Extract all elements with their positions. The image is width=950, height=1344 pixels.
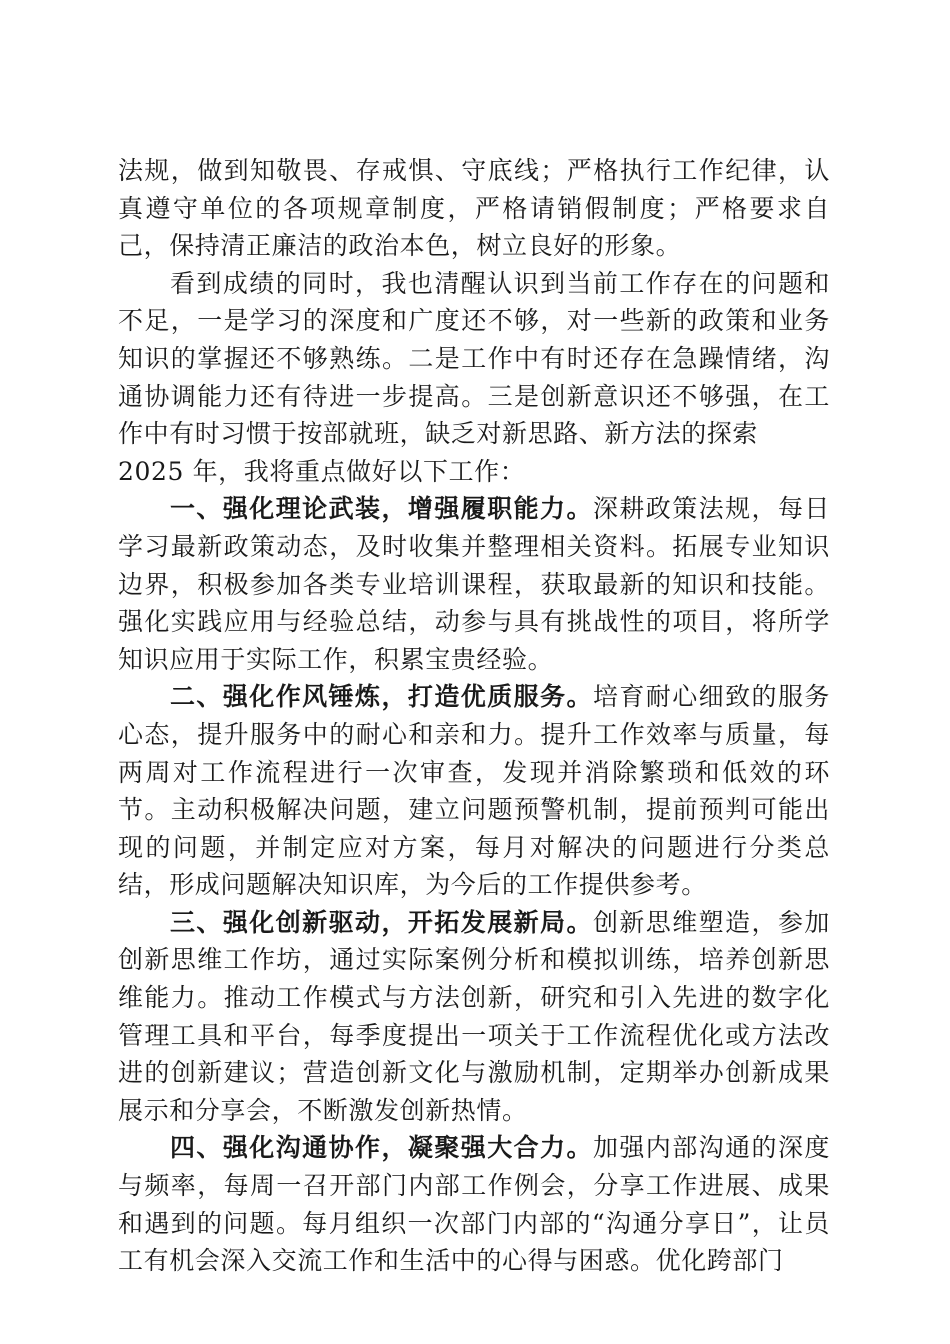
- paragraph-text: 创新思维塑造，参加创新思维工作坊，通过实际案例分析和模拟训练，培养创新思维能力。推动工作模式与方法创新，研究和引入先进的数字化管理工具和平台，每季度提出一项关于工作流程优化或方法改进的创新建议；营造创新文化与激励机制，定期举办创新成果展示和分享会，不断激发创新热情。: [118, 907, 830, 1125]
- paragraph-section-2: [118, 678, 830, 904]
- section-heading: 四、强化沟通协作，凝聚强大合力。: [170, 1133, 593, 1163]
- paragraph-text: 培育耐心细致的服务心态，提升服务中的耐心和亲和力。提升工作效率与质量，每两周对工作流程进行一次审查，发现并消除繁琐和低效的环节。主动积极解决问题，建立问题预警机制，提前预判可能出现的问题，并制定应对方案，每月对解决的问题进行分类总结，形成问题解决知识库，为今后的工作提供参考。: [118, 682, 830, 900]
- paragraph-plan-intro: [118, 453, 830, 491]
- paragraph-continuation: [118, 152, 830, 265]
- paragraph-text: 看到成绩的同时，我也清醒认识到当前工作存在的问题和不足，一是学习的深度和广度还不够，对一些新的政策和业务知识的掌握还不够熟练。二是工作中有时还存在急躁情绪，沟通协调能力还有待进一步提高。三是创新意识还不够强，在工作中有时习惯于按部就班，缺乏对新思路、新方法的探索: [118, 268, 830, 449]
- paragraph-text: 法规，做到知敬畏、存戒惧、守底线；严格执行工作纪律，认真遵守单位的各项规章制度，严格请销假制度；严格要求自己，保持清正廉洁的政治本色，树立良好的形象。: [118, 156, 830, 261]
- section-heading: 三、强化创新驱动，开拓发展新局。: [170, 907, 593, 937]
- document-page: [118, 152, 830, 1280]
- section-heading: 一、强化理论武装，增强履职能力。: [170, 494, 593, 524]
- section-heading: 二、强化作风锤炼，打造优质服务。: [170, 682, 593, 712]
- paragraph-text: 深耕政策法规，每日学习最新政策动态，及时收集并整理相关资料。拓展专业知识边界，积极参加各类专业培训课程，获取最新的知识和技能。强化实践应用与经验总结，动参与具有挑战性的项目，将所学知识应用于实际工作，积累宝贵经验。: [118, 494, 830, 674]
- paragraph-text: 加强内部沟通的深度与频率，每周一召开部门内部工作例会，分享工作进展、成果和遇到的问题。每月组织一次部门内部的“沟通分享日”，让员工有机会深入交流工作和生活中的心得与困惑。优化跨部门: [118, 1133, 830, 1276]
- paragraph-section-4: [118, 1129, 830, 1279]
- paragraph-section-1: [118, 490, 830, 678]
- paragraph-text: 2025 年，我将重点做好以下工作：: [118, 456, 526, 486]
- paragraph-problems: [118, 265, 830, 453]
- paragraph-section-3: [118, 904, 830, 1130]
